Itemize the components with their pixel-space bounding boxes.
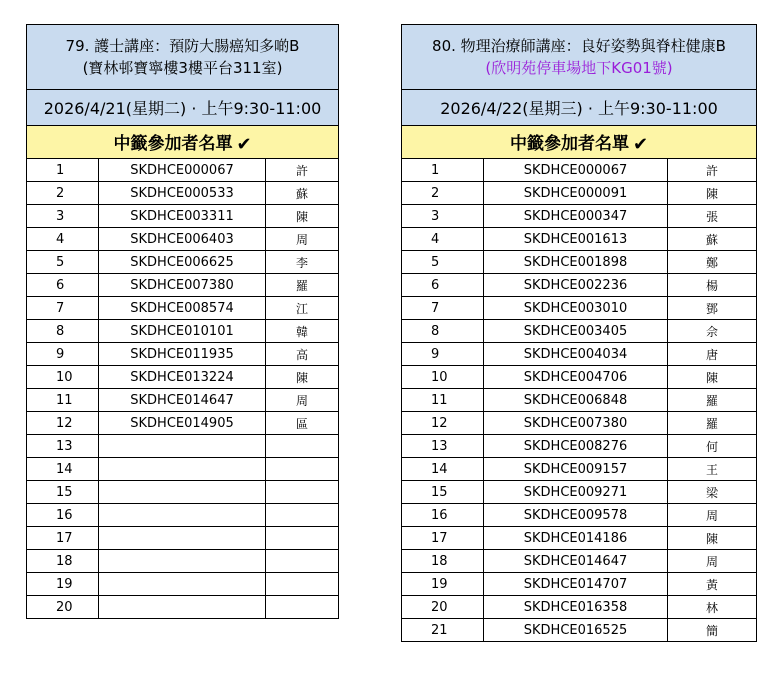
participant-surname: 張 — [668, 205, 757, 228]
row-number: 19 — [402, 573, 484, 596]
participant-code: SKDHCE010101 — [99, 320, 266, 343]
participant-code — [99, 435, 266, 458]
participant-code — [99, 504, 266, 527]
left-session-name: 79. 護士講座：預防大腸癌知多啲B — [65, 37, 300, 55]
participant-code: SKDHCE003311 — [99, 205, 266, 228]
participant-code: SKDHCE007380 — [484, 412, 668, 435]
participant-code: SKDHCE003010 — [484, 297, 668, 320]
participant-code: SKDHCE009157 — [484, 458, 668, 481]
participant-surname: 韓 — [266, 320, 339, 343]
table-row — [27, 573, 339, 596]
right-session-title — [402, 25, 757, 90]
participant-surname: 羅 — [668, 389, 757, 412]
participant-code: SKDHCE014707 — [484, 573, 668, 596]
table-row — [402, 205, 757, 228]
table-row — [402, 251, 757, 274]
table-row — [27, 596, 339, 619]
participant-surname: 陳 — [668, 182, 757, 205]
right-session-table — [401, 24, 757, 642]
participant-surname: 周 — [668, 550, 757, 573]
row-number: 17 — [402, 527, 484, 550]
right-winners-label: 中籤參加者名單 — [509, 134, 629, 154]
participant-code — [99, 596, 266, 619]
participant-code — [99, 458, 266, 481]
participant-code: SKDHCE011935 — [99, 343, 266, 366]
table-row — [402, 481, 757, 504]
row-number: 16 — [402, 504, 484, 527]
table-row — [27, 343, 339, 366]
table-row — [27, 550, 339, 573]
participant-code: SKDHCE014186 — [484, 527, 668, 550]
participant-code: SKDHCE016525 — [484, 619, 668, 642]
left-session-title — [27, 25, 339, 90]
participant-surname: 江 — [266, 297, 339, 320]
participant-surname: 許 — [266, 159, 339, 182]
table-row — [27, 159, 339, 182]
participant-code: SKDHCE009271 — [484, 481, 668, 504]
participant-surname — [266, 573, 339, 596]
participant-code: SKDHCE014905 — [99, 412, 266, 435]
participant-code: SKDHCE016358 — [484, 596, 668, 619]
row-number: 14 — [27, 458, 99, 481]
table-row — [402, 159, 757, 182]
row-number: 12 — [27, 412, 99, 435]
right-date-row — [402, 90, 757, 126]
participant-surname: 簡 — [668, 619, 757, 642]
row-number: 12 — [402, 412, 484, 435]
participant-surname: 楊 — [668, 274, 757, 297]
right-winners-heading — [402, 126, 757, 159]
table-row — [402, 366, 757, 389]
right-label-row — [402, 126, 757, 159]
row-number: 2 — [27, 182, 99, 205]
participant-code — [99, 550, 266, 573]
row-number: 13 — [402, 435, 484, 458]
row-number: 1 — [27, 159, 99, 182]
row-number: 20 — [402, 596, 484, 619]
row-number: 18 — [402, 550, 484, 573]
participant-code: SKDHCE006625 — [99, 251, 266, 274]
right-session-date: 2026/4/22(星期三) · 上午9:30-11:00 — [402, 90, 757, 126]
participant-code: SKDHCE007380 — [99, 274, 266, 297]
participant-surname: 陳 — [266, 366, 339, 389]
right-session-name: 80. 物理治療師講座：良好姿勢與脊柱健康B — [432, 37, 726, 55]
participant-surname: 周 — [266, 389, 339, 412]
row-number: 6 — [27, 274, 99, 297]
table-row — [402, 320, 757, 343]
right-title-row — [402, 25, 757, 90]
table-row — [402, 527, 757, 550]
check-mark-icon: ✔ — [632, 134, 649, 155]
row-number: 9 — [27, 343, 99, 366]
left-winners-label: 中籤參加者名單 — [113, 134, 233, 154]
row-number: 10 — [27, 366, 99, 389]
participant-surname: 陳 — [266, 205, 339, 228]
row-number: 11 — [27, 389, 99, 412]
participant-surname: 蘇 — [668, 228, 757, 251]
row-number: 15 — [27, 481, 99, 504]
participant-code: SKDHCE014647 — [484, 550, 668, 573]
participant-code: SKDHCE000067 — [99, 159, 266, 182]
right-session-location: (欣明苑停車場地下KG01號) — [485, 59, 673, 77]
left-session-location: (寶林邨寶寧樓3樓平台311室) — [82, 59, 283, 77]
participant-code: SKDHCE004706 — [484, 366, 668, 389]
table-row — [27, 366, 339, 389]
row-number: 9 — [402, 343, 484, 366]
participant-surname — [266, 458, 339, 481]
participant-surname: 羅 — [266, 274, 339, 297]
participant-surname — [266, 435, 339, 458]
table-row — [27, 228, 339, 251]
participant-surname: 高 — [266, 343, 339, 366]
row-number: 3 — [27, 205, 99, 228]
table-row — [402, 504, 757, 527]
table-row — [402, 435, 757, 458]
left-title-row — [27, 25, 339, 90]
row-number: 10 — [402, 366, 484, 389]
table-row — [402, 412, 757, 435]
row-number: 8 — [27, 320, 99, 343]
row-number: 11 — [402, 389, 484, 412]
left-date-row — [27, 90, 339, 126]
participant-surname — [266, 481, 339, 504]
table-row — [402, 573, 757, 596]
participant-code: SKDHCE001898 — [484, 251, 668, 274]
participant-code: SKDHCE000091 — [484, 182, 668, 205]
table-row — [402, 596, 757, 619]
participant-surname: 陳 — [668, 527, 757, 550]
row-number: 3 — [402, 205, 484, 228]
row-number: 4 — [27, 228, 99, 251]
participant-surname: 李 — [266, 251, 339, 274]
table-row — [402, 458, 757, 481]
row-number: 13 — [27, 435, 99, 458]
table-row — [402, 389, 757, 412]
table-row — [402, 343, 757, 366]
row-number: 20 — [27, 596, 99, 619]
row-number: 2 — [402, 182, 484, 205]
table-row — [27, 527, 339, 550]
participant-surname — [266, 596, 339, 619]
table-row — [402, 619, 757, 642]
row-number: 7 — [402, 297, 484, 320]
participant-code: SKDHCE013224 — [99, 366, 266, 389]
participant-surname: 鄭 — [668, 251, 757, 274]
participant-code: SKDHCE003405 — [484, 320, 668, 343]
participant-code — [99, 573, 266, 596]
table-row — [402, 297, 757, 320]
row-number: 14 — [402, 458, 484, 481]
table-row — [402, 274, 757, 297]
table-row — [27, 435, 339, 458]
participant-code: SKDHCE014647 — [99, 389, 266, 412]
table-row — [27, 412, 339, 435]
row-number: 19 — [27, 573, 99, 596]
table-row — [27, 205, 339, 228]
row-number: 6 — [402, 274, 484, 297]
participant-code: SKDHCE000347 — [484, 205, 668, 228]
row-number: 15 — [402, 481, 484, 504]
participant-code: SKDHCE008574 — [99, 297, 266, 320]
participant-code: SKDHCE008276 — [484, 435, 668, 458]
participant-surname — [266, 527, 339, 550]
row-number: 5 — [402, 251, 484, 274]
participant-surname: 梁 — [668, 481, 757, 504]
participant-code: SKDHCE004034 — [484, 343, 668, 366]
left-session-date: 2026/4/21(星期二) · 上午9:30-11:00 — [27, 90, 339, 126]
left-label-row — [27, 126, 339, 159]
row-number: 21 — [402, 619, 484, 642]
participant-surname: 陳 — [668, 366, 757, 389]
participant-code: SKDHCE000067 — [484, 159, 668, 182]
table-row — [27, 389, 339, 412]
participant-surname: 林 — [668, 596, 757, 619]
participant-code: SKDHCE000533 — [99, 182, 266, 205]
row-number: 4 — [402, 228, 484, 251]
participant-code: SKDHCE009578 — [484, 504, 668, 527]
left-session-table — [26, 24, 339, 619]
row-number: 1 — [402, 159, 484, 182]
table-row — [27, 481, 339, 504]
check-mark-icon: ✔ — [236, 134, 252, 155]
participant-surname: 周 — [668, 504, 757, 527]
table-row — [27, 458, 339, 481]
row-number: 8 — [402, 320, 484, 343]
row-number: 16 — [27, 504, 99, 527]
table-row — [27, 182, 339, 205]
participant-surname: 佘 — [668, 320, 757, 343]
participant-surname — [266, 504, 339, 527]
participant-code: SKDHCE002236 — [484, 274, 668, 297]
participant-surname: 許 — [668, 159, 757, 182]
participant-surname: 王 — [668, 458, 757, 481]
row-number: 5 — [27, 251, 99, 274]
row-number: 18 — [27, 550, 99, 573]
participant-surname: 黃 — [668, 573, 757, 596]
table-row — [27, 504, 339, 527]
participant-surname: 蘇 — [266, 182, 339, 205]
participant-surname: 唐 — [668, 343, 757, 366]
participant-surname: 周 — [266, 228, 339, 251]
row-number: 7 — [27, 297, 99, 320]
participant-code: SKDHCE001613 — [484, 228, 668, 251]
table-row — [27, 251, 339, 274]
table-row — [402, 182, 757, 205]
table-row — [27, 320, 339, 343]
table-row — [27, 297, 339, 320]
participant-code — [99, 481, 266, 504]
table-row — [402, 228, 757, 251]
participant-code: SKDHCE006848 — [484, 389, 668, 412]
participant-surname: 鄧 — [668, 297, 757, 320]
participant-surname: 區 — [266, 412, 339, 435]
participant-surname: 何 — [668, 435, 757, 458]
participant-surname: 羅 — [668, 412, 757, 435]
table-row — [402, 550, 757, 573]
left-winners-heading — [27, 126, 339, 159]
participant-code: SKDHCE006403 — [99, 228, 266, 251]
participant-surname — [266, 550, 339, 573]
table-row — [27, 274, 339, 297]
row-number: 17 — [27, 527, 99, 550]
participant-code — [99, 527, 266, 550]
